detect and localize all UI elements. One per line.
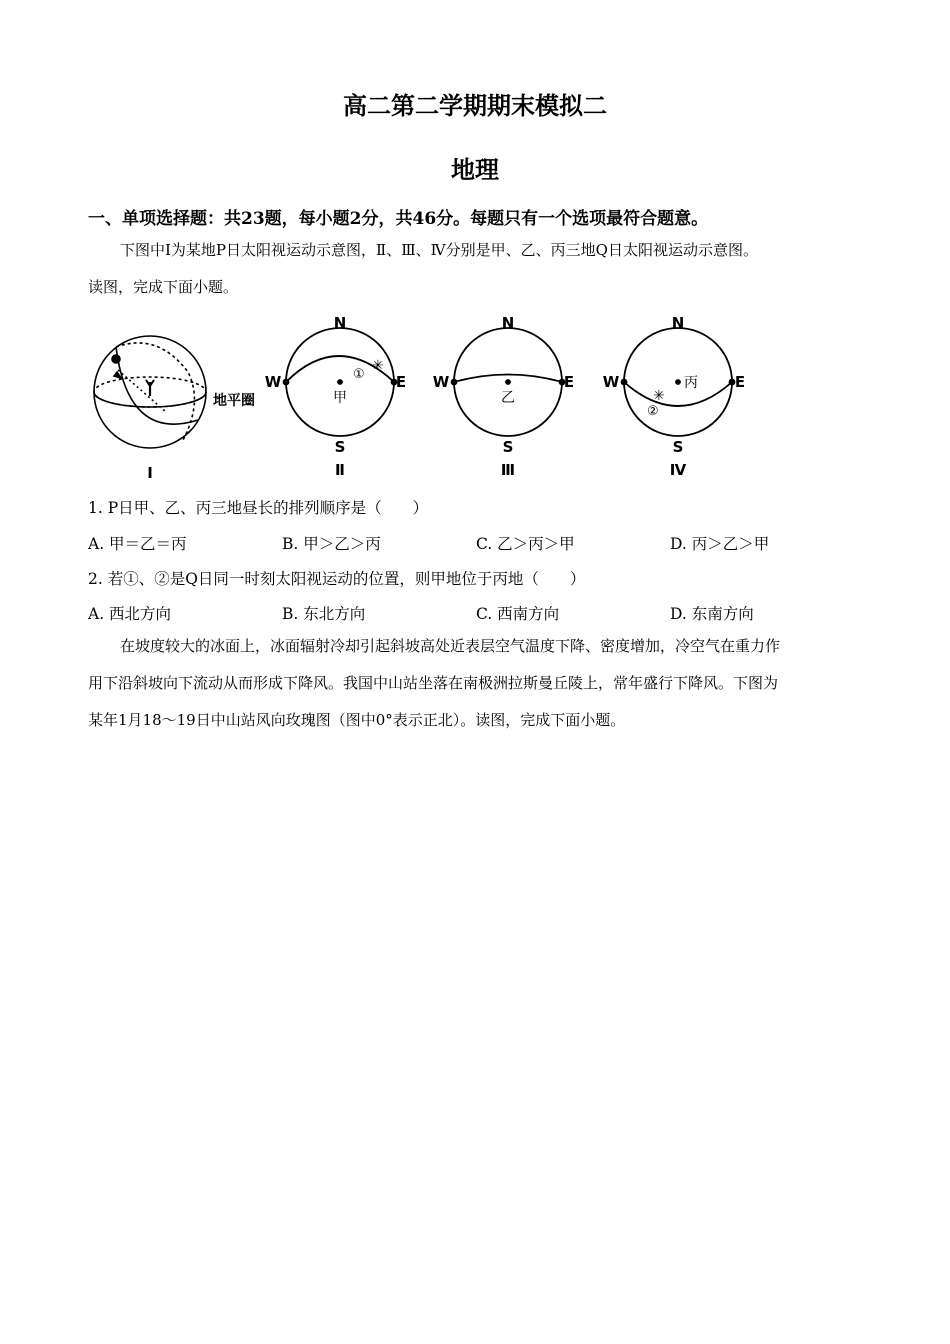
section-heading: 一、单项选择题：共23题，每小题2分，共46分。每题只有一个选项最符合题意。: [88, 209, 709, 229]
intro-paragraph-2: [88, 628, 863, 739]
panel-3-north: N: [501, 314, 515, 332]
panel-2-west: W: [264, 373, 282, 391]
question-1-stem: 1. P日甲、乙、丙三地昼长的排列顺序是（ ）: [88, 499, 429, 517]
panel-label-4: Ⅳ: [669, 461, 687, 479]
panel-4-north: N: [671, 314, 685, 332]
panel-4-south: S: [672, 438, 684, 456]
panel-3-east: E: [563, 373, 575, 391]
q2-option-b[interactable]: B. 东北方向: [282, 605, 366, 623]
intro1-line2: 读图，完成下面小题。: [88, 278, 239, 296]
panel-label-1: Ⅰ: [147, 464, 153, 482]
panel-4-west: W: [602, 373, 620, 391]
panel-2-north: N: [333, 314, 347, 332]
exam-title: 高二第二学期期末模拟二: [343, 91, 607, 120]
q1-option-b[interactable]: B. 甲＞乙＞丙: [282, 535, 381, 553]
panel-4: [622, 328, 735, 436]
intro-paragraph-1: [88, 232, 863, 306]
place-bing: 丙: [684, 375, 698, 391]
panel-label-2: Ⅱ: [335, 461, 345, 479]
sun-path-diagram: [88, 312, 788, 484]
panel-3-south: S: [502, 438, 514, 456]
panel-3-west: W: [432, 373, 450, 391]
horizon-label: 地平圈: [213, 393, 255, 409]
subject-title: 地理: [451, 155, 499, 184]
q2-option-c[interactable]: C. 西南方向: [476, 605, 560, 623]
q1-option-a[interactable]: A. 甲＝乙＝丙: [88, 535, 187, 553]
panel-label-3: Ⅲ: [500, 461, 516, 479]
marker-1: ①: [353, 367, 365, 382]
intro1-line1: 下图中Ⅰ为某地P日太阳视运动示意图，Ⅱ、Ⅲ、Ⅳ分别是甲、乙、丙三地Q日太阳视运动示意图。: [120, 241, 758, 259]
panel-2: [284, 328, 397, 436]
sun-star-2: ✳: [653, 388, 665, 404]
question-2-stem: 2. 若①、②是Q日同一时刻太阳视运动的位置，则甲地位于丙地（ ）: [88, 570, 586, 588]
sun-star-1: ✳: [372, 358, 384, 374]
intro2-line3: 某年1月18～19日中山站风向玫瑰图（图中0°表示正北）。读图，完成下面小题。: [88, 711, 626, 729]
intro2-line2: 用下沿斜坡向下流动从而形成下降风。我国中山站坐落在南极洲拉斯曼丘陵上，常年盛行下降风。下图为: [88, 674, 779, 692]
place-jia: 甲: [333, 390, 347, 406]
q1-option-d[interactable]: D. 丙＞乙＞甲: [670, 535, 770, 553]
panel-2-south: S: [334, 438, 346, 456]
panel-3: [452, 328, 565, 436]
q2-option-a[interactable]: A. 西北方向: [88, 605, 172, 623]
panel-4-east: E: [734, 373, 746, 391]
q2-option-d[interactable]: D. 东南方向: [670, 605, 754, 623]
panel-2-east: E: [395, 373, 407, 391]
panel-1: [94, 336, 206, 448]
q1-option-c[interactable]: C. 乙＞丙＞甲: [476, 535, 575, 553]
intro2-line1: 在坡度较大的冰面上，冰面辐射冷却引起斜坡高处近表层空气温度下降、密度增加，冷空气在重力作: [120, 637, 781, 655]
marker-2: ②: [647, 404, 659, 419]
place-yi: 乙: [501, 390, 515, 406]
